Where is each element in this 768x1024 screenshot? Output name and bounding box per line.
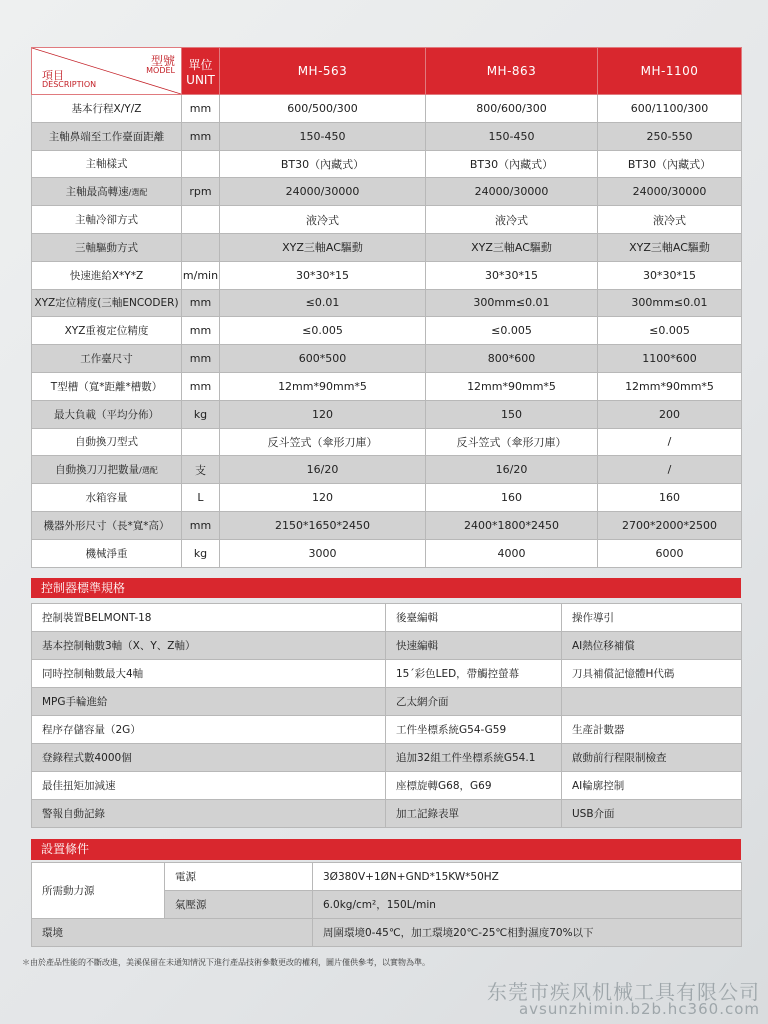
watermark-company: 东莞市疾风机械工具有限公司 bbox=[487, 980, 760, 1004]
spec-value: 2700*2000*2500 bbox=[598, 511, 742, 539]
spec-item-label bbox=[32, 428, 182, 456]
spec-item-text: 主軸冷卻方式 bbox=[75, 214, 138, 227]
spec-value: 160 bbox=[426, 484, 598, 512]
spec-item-text: 主軸最高轉速 bbox=[65, 186, 129, 199]
spec-item-text: 水箱容量 bbox=[85, 492, 128, 505]
spec-item-label bbox=[32, 372, 182, 400]
spec-value: XYZ三軸AC驅動 bbox=[598, 233, 742, 261]
spec-value: 6000 bbox=[598, 539, 742, 567]
spec-unit: 支 bbox=[182, 456, 220, 484]
spec-value: 300mm≤0.01 bbox=[426, 289, 598, 317]
spec-value: 600/1100/300 bbox=[598, 95, 742, 123]
controller-feature: 操作導引 bbox=[562, 604, 742, 632]
install-table bbox=[31, 862, 742, 947]
spec-value: / bbox=[598, 428, 742, 456]
spec-item-text: 三軸驅動方式 bbox=[75, 241, 138, 254]
spec-row bbox=[32, 261, 742, 289]
spec-item-text: 工作臺尺寸 bbox=[80, 353, 133, 366]
install-section-title: 設置條件 bbox=[31, 839, 741, 860]
spec-item-text: 主軸樣式 bbox=[85, 158, 128, 171]
spec-value: 800/600/300 bbox=[426, 95, 598, 123]
spec-value: 120 bbox=[220, 400, 426, 428]
spec-unit: mm bbox=[182, 511, 220, 539]
controller-row bbox=[32, 800, 742, 828]
spec-value: 16/20 bbox=[220, 456, 426, 484]
spec-value: ≤0.005 bbox=[598, 317, 742, 345]
spec-item-label bbox=[32, 539, 182, 567]
spec-unit: kg bbox=[182, 400, 220, 428]
spec-value: BT30（內藏式） bbox=[598, 150, 742, 178]
spec-row bbox=[32, 372, 742, 400]
spec-value: 3000 bbox=[220, 539, 426, 567]
env-label: 環境 bbox=[32, 919, 313, 947]
spec-unit: rpm bbox=[182, 178, 220, 206]
corner-item-label: 項目 bbox=[42, 69, 64, 82]
controller-feature: 工件坐標系統G54-G59 bbox=[386, 716, 562, 744]
controller-section-title: 控制器標準規格 bbox=[31, 578, 741, 598]
spec-unit bbox=[182, 233, 220, 261]
unit-header bbox=[182, 48, 220, 95]
spec-value: ≤0.005 bbox=[220, 317, 426, 345]
spec-value: 800*600 bbox=[426, 345, 598, 373]
controller-feature: 基本控制軸數3軸（X、Y、Z軸） bbox=[32, 632, 386, 660]
model-header: MH-563 bbox=[220, 48, 426, 95]
spec-row bbox=[32, 150, 742, 178]
spec-item-optional: /選配 bbox=[139, 466, 158, 476]
controller-row bbox=[32, 688, 742, 716]
controller-row bbox=[32, 632, 742, 660]
power-label: 所需動力源 bbox=[32, 863, 165, 919]
spec-row bbox=[32, 484, 742, 512]
controller-feature: 最佳扭矩加減速 bbox=[32, 772, 386, 800]
spec-item-text: XYZ定位精度(三軸ENCODER) bbox=[34, 297, 179, 310]
spec-unit: L bbox=[182, 484, 220, 512]
spec-unit bbox=[182, 428, 220, 456]
spec-row bbox=[32, 206, 742, 234]
spec-row bbox=[32, 317, 742, 345]
spec-unit: mm bbox=[182, 317, 220, 345]
power-sub-label: 電源 bbox=[165, 863, 313, 891]
spec-item-label bbox=[32, 150, 182, 178]
spec-item-text: 自動換刀刀把數量 bbox=[55, 464, 140, 477]
spec-value: BT30（內藏式） bbox=[426, 150, 598, 178]
spec-value: 2400*1800*2450 bbox=[426, 511, 598, 539]
spec-row bbox=[32, 511, 742, 539]
spec-value: 2150*1650*2450 bbox=[220, 511, 426, 539]
controller-feature: 乙太網介面 bbox=[386, 688, 562, 716]
spec-value: 12mm*90mm*5 bbox=[220, 372, 426, 400]
controller-feature: MPG手輪進給 bbox=[32, 688, 386, 716]
env-row bbox=[32, 919, 742, 947]
air-value: 6.0kg/cm²，150L/min bbox=[313, 891, 742, 919]
spec-value: 120 bbox=[220, 484, 426, 512]
spec-value: 200 bbox=[598, 400, 742, 428]
unit-header-cn: 單位 bbox=[188, 57, 213, 72]
spec-item-optional: /選配 bbox=[128, 188, 148, 198]
spec-item-label bbox=[32, 233, 182, 261]
controller-feature: 啟動前行程限制檢查 bbox=[562, 744, 742, 772]
controller-feature: 生產計數器 bbox=[562, 716, 742, 744]
spec-item-text: T型槽（寬*距離*槽數） bbox=[50, 380, 163, 393]
spec-value: ≤0.005 bbox=[426, 317, 598, 345]
spec-value: ≤0.01 bbox=[220, 289, 426, 317]
spec-value: 250-550 bbox=[598, 122, 742, 150]
spec-unit: kg bbox=[182, 539, 220, 567]
spec-value: 30*30*15 bbox=[598, 261, 742, 289]
controller-feature: 刀具補償記憶體H代碼 bbox=[562, 660, 742, 688]
controller-row bbox=[32, 744, 742, 772]
spec-row bbox=[32, 122, 742, 150]
spec-item-text: 快速進給X*Y*Z bbox=[69, 269, 144, 282]
spec-item-label bbox=[32, 511, 182, 539]
spec-item-text: 自動換刀型式 bbox=[75, 436, 138, 449]
controller-feature: 15´彩色LED，帶觸控螢幕 bbox=[386, 660, 562, 688]
spec-value: 1100*600 bbox=[598, 345, 742, 373]
controller-row bbox=[32, 716, 742, 744]
spec-item-label bbox=[32, 317, 182, 345]
corner-model-label: 型號 bbox=[150, 54, 175, 68]
spec-row bbox=[32, 289, 742, 317]
spec-item-label bbox=[32, 178, 182, 206]
controller-feature: AI輪廓控制 bbox=[562, 772, 742, 800]
spec-row bbox=[32, 539, 742, 567]
spec-item-text: 基本行程X/Y/Z bbox=[71, 102, 142, 115]
spec-unit: m/min bbox=[182, 261, 220, 289]
disclaimer-note: ＊由於產品性能的不斷改進，美溪保留在未通知情況下進行產品技術參數更改的權利，圖片僅供參考，以實物為準。 bbox=[22, 958, 430, 967]
spec-value: 反斗笠式（傘形刀庫） bbox=[220, 428, 426, 456]
spec-value: 4000 bbox=[426, 539, 598, 567]
spec-item-label bbox=[32, 206, 182, 234]
unit-header-en: UNIT bbox=[186, 72, 215, 87]
spec-unit bbox=[182, 150, 220, 178]
controller-feature: USB介面 bbox=[562, 800, 742, 828]
spec-value: 液冷式 bbox=[598, 206, 742, 234]
env-value: 周圍環境0-45℃，加工環境20℃-25℃相對濕度70%以下 bbox=[313, 919, 742, 947]
spec-row bbox=[32, 428, 742, 456]
air-sub-label: 氣壓源 bbox=[165, 891, 313, 919]
spec-row bbox=[32, 345, 742, 373]
controller-feature: 警報自動記錄 bbox=[32, 800, 386, 828]
spec-table bbox=[31, 47, 742, 568]
controller-feature: 加工記錄表單 bbox=[386, 800, 562, 828]
spec-item-text: 機器外形尺寸（長*寬*高） bbox=[43, 519, 170, 532]
corner-item-en: DESCRIPTION bbox=[42, 80, 97, 89]
controller-feature: 程序存儲容量（2G） bbox=[32, 716, 386, 744]
spec-value: 16/20 bbox=[426, 456, 598, 484]
spec-value: 24000/30000 bbox=[598, 178, 742, 206]
spec-value: 300mm≤0.01 bbox=[598, 289, 742, 317]
power-row bbox=[32, 863, 742, 891]
spec-item-label bbox=[32, 122, 182, 150]
spec-unit: mm bbox=[182, 345, 220, 373]
controller-feature: 快速編輯 bbox=[386, 632, 562, 660]
model-header: MH-863 bbox=[426, 48, 598, 95]
spec-item-label bbox=[32, 289, 182, 317]
spec-value: XYZ三軸AC驅動 bbox=[220, 233, 426, 261]
spec-row bbox=[32, 400, 742, 428]
spec-value: 600*500 bbox=[220, 345, 426, 373]
spec-value: 160 bbox=[598, 484, 742, 512]
model-header: MH-1100 bbox=[598, 48, 742, 95]
corner-model-en: MODEL bbox=[146, 66, 175, 75]
spec-row bbox=[32, 95, 742, 123]
spec-value: BT30（內藏式） bbox=[220, 150, 426, 178]
controller-feature bbox=[562, 688, 742, 716]
spec-value: 液冷式 bbox=[220, 206, 426, 234]
spec-value: 12mm*90mm*5 bbox=[598, 372, 742, 400]
spec-item-label bbox=[32, 456, 182, 484]
spec-value: 30*30*15 bbox=[426, 261, 598, 289]
spec-item-label bbox=[32, 400, 182, 428]
spec-header-row bbox=[32, 48, 742, 95]
spec-value: 30*30*15 bbox=[220, 261, 426, 289]
spec-item-text: XYZ重複定位精度 bbox=[64, 325, 149, 338]
watermark-site: avsunzhimin.b2b.hc360.com bbox=[518, 1000, 760, 1018]
spec-value: XYZ三軸AC驅動 bbox=[426, 233, 598, 261]
controller-feature: 座標旋轉G68，G69 bbox=[386, 772, 562, 800]
spec-item-label bbox=[32, 345, 182, 373]
controller-feature: 控制裝置BELMONT-18 bbox=[32, 604, 386, 632]
controller-feature: 同時控制軸數最大4軸 bbox=[32, 660, 386, 688]
spec-row bbox=[32, 178, 742, 206]
controller-feature: 登錄程式數4000個 bbox=[32, 744, 386, 772]
spec-item-label bbox=[32, 261, 182, 289]
controller-row bbox=[32, 604, 742, 632]
spec-unit: mm bbox=[182, 122, 220, 150]
controller-feature: 追加32組工件坐標系統G54.1 bbox=[386, 744, 562, 772]
spec-value: 600/500/300 bbox=[220, 95, 426, 123]
controller-row bbox=[32, 660, 742, 688]
spec-item-label bbox=[32, 484, 182, 512]
spec-value: 150 bbox=[426, 400, 598, 428]
spec-unit: mm bbox=[182, 372, 220, 400]
spec-unit: mm bbox=[182, 289, 220, 317]
power-value: 3Ø380V+1ØN+GND*15KW*50HZ bbox=[313, 863, 742, 891]
spec-value: 150-450 bbox=[220, 122, 426, 150]
spec-item-text: 最大負載（平均分佈） bbox=[54, 408, 159, 421]
spec-unit: mm bbox=[182, 95, 220, 123]
corner-cell bbox=[32, 48, 182, 95]
spec-value: / bbox=[598, 456, 742, 484]
spec-value: 12mm*90mm*5 bbox=[426, 372, 598, 400]
controller-row bbox=[32, 772, 742, 800]
spec-row bbox=[32, 456, 742, 484]
spec-item-text: 機械淨重 bbox=[85, 547, 128, 560]
spec-value: 24000/30000 bbox=[426, 178, 598, 206]
controller-feature: AI熱位移補償 bbox=[562, 632, 742, 660]
spec-item-text: 主軸鼻端至工作臺面距離 bbox=[48, 130, 165, 143]
controller-feature: 後臺編輯 bbox=[386, 604, 562, 632]
spec-value: 反斗笠式（傘形刀庫） bbox=[426, 428, 598, 456]
spec-unit bbox=[182, 206, 220, 234]
controller-table bbox=[31, 603, 742, 828]
spec-value: 24000/30000 bbox=[220, 178, 426, 206]
spec-value: 液冷式 bbox=[426, 206, 598, 234]
spec-item-label bbox=[32, 95, 182, 123]
spec-row bbox=[32, 233, 742, 261]
spec-value: 150-450 bbox=[426, 122, 598, 150]
